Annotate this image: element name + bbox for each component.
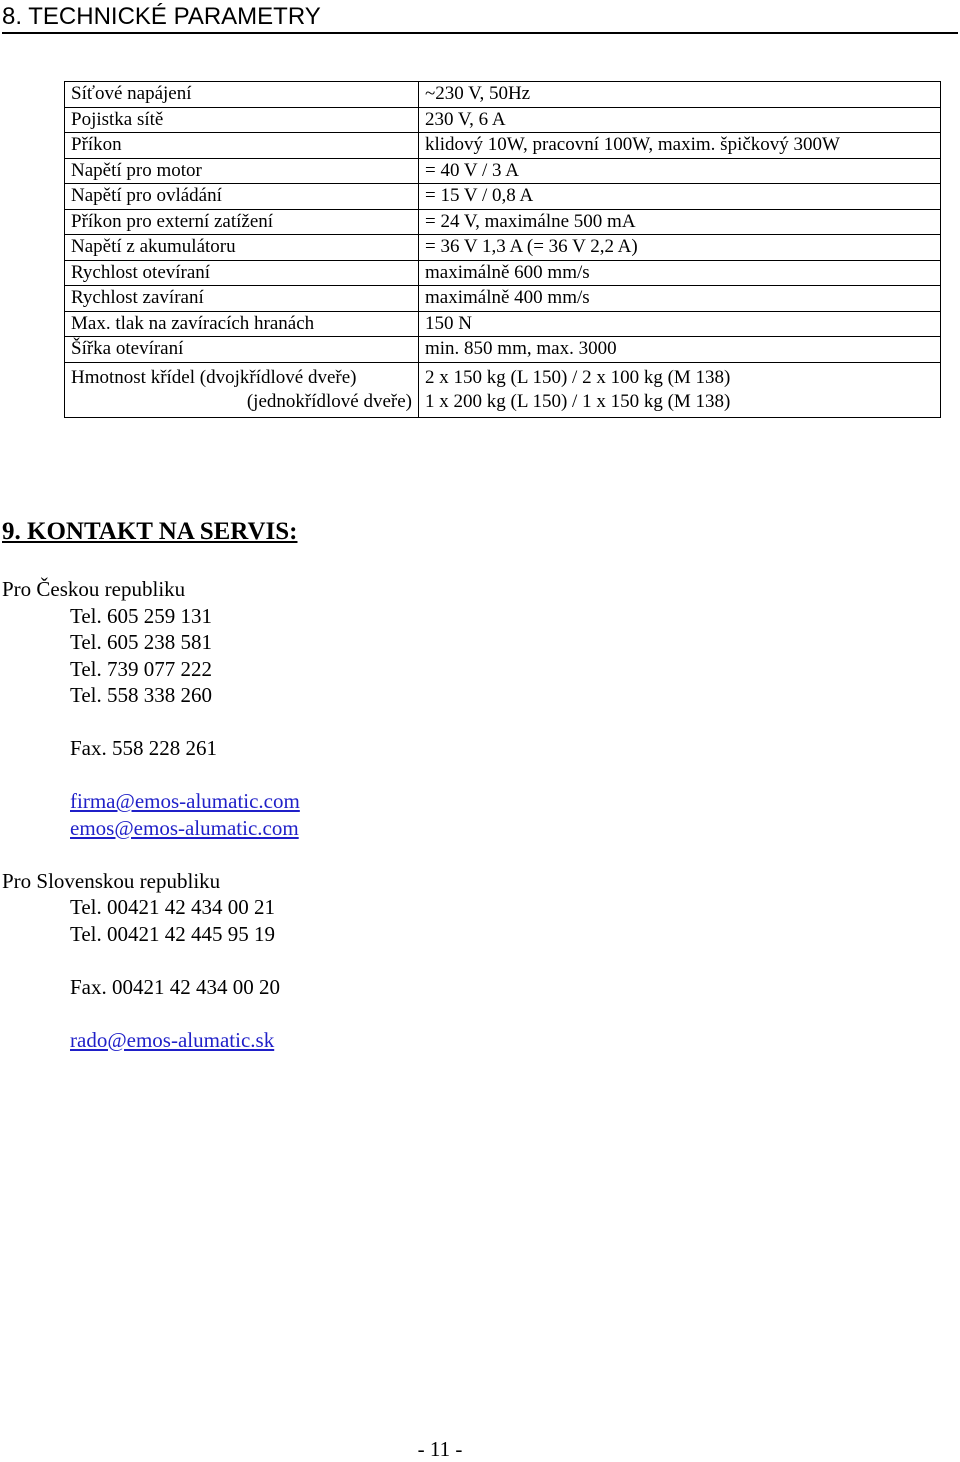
phone-number: Tel. 558 338 260 [70,683,213,707]
weight-label-single: (jednokřídlové dveře) [246,390,412,412]
email-link[interactable]: firma@emos-alumatic.com [70,789,300,813]
table-row [65,260,941,286]
section-title-service-contact: 9. KONTAKT NA SERVIS: [2,518,298,545]
param-value: 150 N [419,311,941,337]
phone-number: Tel. 605 238 581 [70,630,213,654]
table-row [65,311,941,337]
table-row [65,286,941,312]
param-value: = 40 V / 3 A [419,158,941,184]
section-title-technical-parameters: 8. TECHNICKÉ PARAMETRY [2,2,958,34]
contact-cz-heading: Pro Českou republiku [2,577,186,601]
param-value: = 24 V, maximálne 500 mA [419,209,941,235]
weight-value-cell [419,362,941,417]
table-row-weight [65,362,941,417]
param-value: min. 850 mm, max. 3000 [419,337,941,363]
param-value: maximálně 600 mm/s [419,260,941,286]
page-number: - 11 - [417,1437,463,1461]
table-row [65,82,941,108]
param-label: Napětí pro motor [65,158,419,184]
param-label: Šířka otevíraní [65,337,419,363]
table-row [65,158,941,184]
param-label: Napětí z akumulátoru [65,235,419,261]
fax-number: Fax. 00421 42 434 00 20 [70,974,280,999]
table-row [65,107,941,133]
param-label: Rychlost otevíraní [65,260,419,286]
param-label: Pojistka sítě [65,107,419,133]
table-row [65,337,941,363]
contact-cz-block [2,576,300,1053]
email-link[interactable]: emos@emos-alumatic.com [70,815,299,840]
param-label: Příkon [65,133,419,159]
phone-number: Tel. 605 259 131 [70,603,213,628]
table-row [65,209,941,235]
param-value: 230 V, 6 A [419,107,941,133]
table-row [65,133,941,159]
contact-sk-heading: Pro Slovenskou republiku [2,868,221,893]
param-value: = 36 V 1,3 A (= 36 V 2,2 A) [419,235,941,261]
param-value: maximálně 400 mm/s [419,286,941,312]
weight-label-double: Hmotnost křídel (dvojkřídlové dveře) [71,366,357,388]
param-label: Napětí pro ovládání [65,184,419,210]
weight-value-single: 1 x 200 kg (L 150) / 1 x 150 kg (M 138) [425,390,731,412]
param-label: Rychlost zavíraní [65,286,419,312]
param-label: Příkon pro externí zatížení [65,209,419,235]
technical-parameters-table [64,81,941,418]
fax-number: Fax. 558 228 261 [70,736,217,760]
phone-number: Tel. 739 077 222 [70,656,213,681]
phone-number: Tel. 00421 42 434 00 21 [70,895,276,919]
table-row [65,184,941,210]
param-label: Max. tlak na zavíracích hranách [65,311,419,337]
param-value: ~230 V, 50Hz [419,82,941,108]
param-label: Síťové napájení [65,82,419,108]
param-value: = 15 V / 0,8 A [419,184,941,210]
phone-number: Tel. 00421 42 445 95 19 [70,921,276,946]
table-row [65,235,941,261]
param-value: klidový 10W, pracovní 100W, maxim. špičkový 300W [419,133,941,159]
weight-label-cell [65,362,419,417]
email-link[interactable]: rado@emos-alumatic.sk [70,1027,275,1052]
weight-value-double: 2 x 150 kg (L 150) / 2 x 100 kg (M 138) [425,366,731,388]
